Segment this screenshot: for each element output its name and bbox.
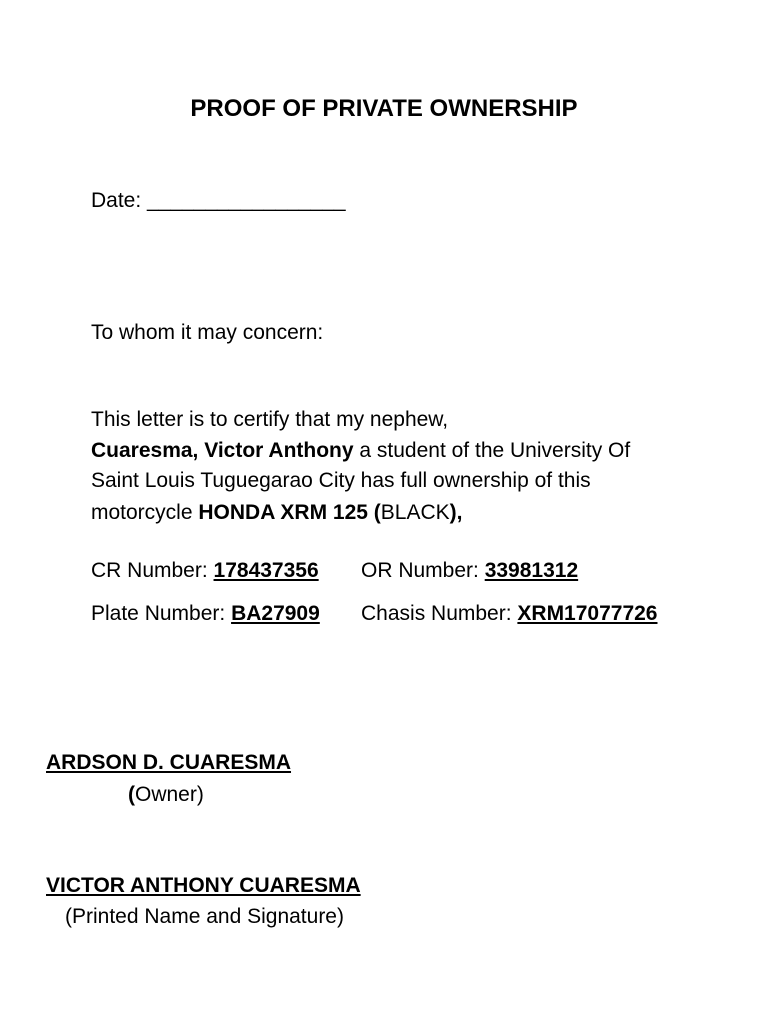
plate-label: Plate Number:	[91, 602, 232, 625]
body-line-4-prefix: motorcycle	[91, 501, 199, 524]
page-title: PROOF OF PRIVATE OWNERSHIP	[190, 95, 578, 122]
or-value: 33981312	[484, 559, 579, 582]
body-line-2-rest: a student of the University Of	[353, 439, 631, 462]
owner-role-open: (	[128, 783, 135, 806]
vehicle-model: HONDA XRM 125 (	[198, 501, 381, 524]
or-label: OR Number:	[361, 559, 485, 582]
student-signatory-name: VICTOR ANTHONY CUARESMA	[46, 874, 361, 897]
cr-value: 178437356	[213, 559, 319, 582]
cr-label: CR Number:	[91, 559, 214, 582]
vehicle-color: BLACK	[380, 501, 450, 524]
body-line-1: This letter is to certify that my nephew,	[91, 408, 449, 431]
plate-number-line	[91, 603, 320, 624]
date-blank: _________________	[147, 189, 346, 212]
plate-value: BA27909	[231, 602, 320, 625]
body-line-4	[91, 502, 462, 523]
student-signatory-role: (Printed Name and Signature)	[65, 905, 344, 928]
owner-role	[128, 784, 204, 805]
date-label: Date:	[91, 189, 142, 212]
body-line-2	[91, 440, 630, 461]
body-line-3: Saint Louis Tuguegarao City has full ownership of this	[91, 469, 591, 492]
owner-name: ARDSON D. CUARESMA	[46, 751, 292, 774]
student-name-inline: Cuaresma, Victor Anthony	[91, 439, 354, 462]
or-number-line	[361, 560, 578, 581]
cr-number-line	[91, 560, 319, 581]
salutation: To whom it may concern:	[91, 321, 324, 344]
vehicle-close: ),	[449, 501, 463, 524]
date-line	[91, 190, 346, 211]
chassis-value: XRM17077726	[517, 602, 658, 625]
chassis-number-line	[361, 603, 658, 624]
chassis-label: Chasis Number:	[361, 602, 518, 625]
owner-role-text: Owner)	[135, 783, 204, 806]
